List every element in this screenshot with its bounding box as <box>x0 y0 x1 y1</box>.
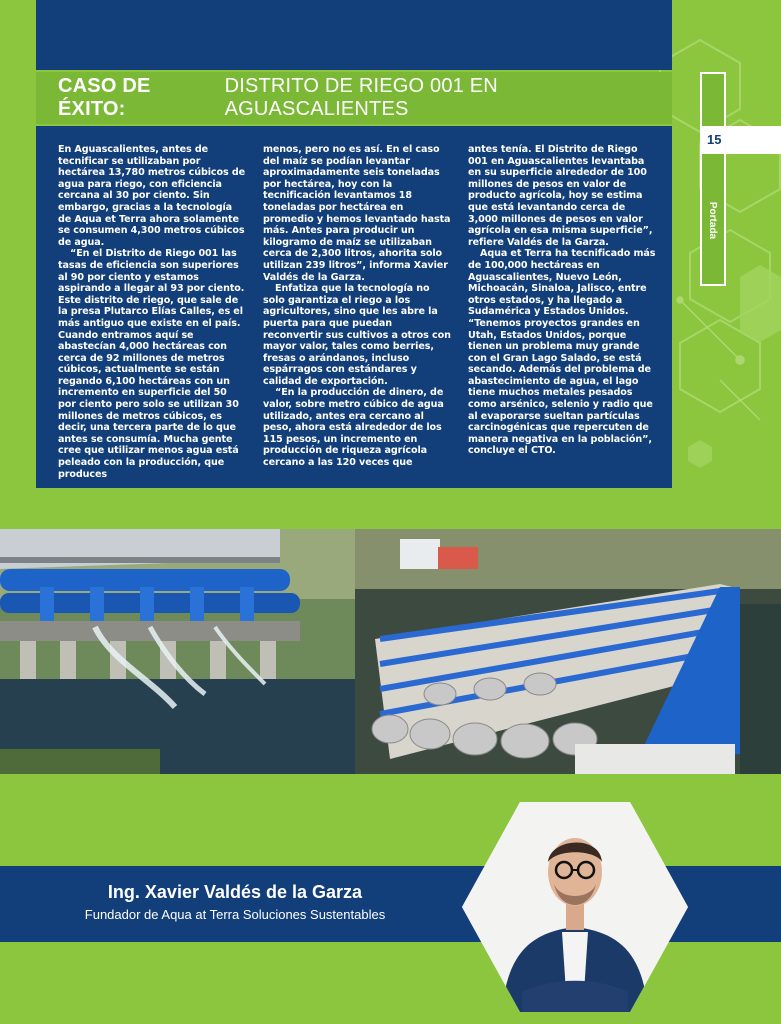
paragraph: “En la producción de dinero, de valor, sobre metro cúbico de agua utilizado, antes era cercano al peso, ahora está alrededor de los 115 pesos, un incremento en producción de riqueza agrícola cercano a las 120 veces que <box>263 387 444 469</box>
paragraph: En Aguascalientes, antes de tecnificar se utilizaban por hectárea 13,780 metros cúbicos de agua para riego, con eficiencia cercana al 30 por ciento. Sin embargo, gracias a la tecnología de Aqua et Terra ahora solamente se consumen 4,300 metros cúbicos de agua. <box>58 144 246 248</box>
person-name: Ing. Xavier Valdés de la Garza <box>107 882 363 902</box>
irrigation-photos <box>0 529 781 774</box>
section-label-text: Portada <box>707 201 719 239</box>
filter-station-photo <box>355 529 781 774</box>
section-label <box>694 200 732 240</box>
top-navy-panel <box>36 0 672 70</box>
paragraph: menos, pero no es así. En el caso del maíz se podían levantar aproximadamente seis toneladas por hectárea, hoy con la tecnificación levantamos 18 toneladas por hectárea en promedio y hemos levantado hasta más. Antes para producir un kilogramo de maíz se utilizaban cerca de 2,300 litros, ahorita solo utilizan 239 litros”, informa Xavier Valdés de la Garza. <box>263 144 451 283</box>
text-column-2 <box>263 144 451 469</box>
article-title-rest: DISTRITO DE RIEGO 001 EN AGUASCALIENTES <box>224 75 498 120</box>
article-title <box>36 72 672 124</box>
portrait-photo <box>462 802 688 1012</box>
paragraph: Enfatiza que la tecnología no solo garantiza el riego a los agricultores, sino que les abre la puerta para que puedan reconvertir sus cultivos a otros con mayor valor, tales como berries, fresas o arándanos, incluso espárragos con estándares y calidad de exportación. <box>263 283 451 387</box>
canal-outlet-photo <box>0 529 355 774</box>
person-role: Fundador de Aqua at Terra Soluciones Sustentables <box>84 907 386 922</box>
page-side-tab <box>700 72 726 286</box>
paragraph: Aqua et Terra ha tecnificado más de 100,000 hectáreas en Aguascalientes, Nuevo León, Michoacán, Sinaloa, Jalisco, entre otros estados, y ha llegado a Sudamérica y Estados Unidos. “Tenemos proyectos grandes en Utah, Estados Unidos, porque tienen un problema muy grande con el Gran Lago Salado, se está secando. Además del problema de abastecimiento de agua, el lago tiene muchos metales pesados como arsénico, selenio y radio que al evaporarse sueltan partículas carcinogénicas que repercuten de manera negativa en la población”, concluye el CTO. <box>468 248 656 457</box>
text-column-3 <box>468 144 656 457</box>
paragraph: “En el Distrito de Riego 001 las tasas de eficiencia son superiores al 90 por ciento y estamos aspirando a llegar al 93 por ciento. Este distrito de riego, que sale de la presa Plutarco Elías Calles, es el más antiguo que existe en el país. Cuando entramos aquí se abastecían 4,000 hectáreas con cerca de 92 millones de metros cúbicos, actualmente se están regando 6,100 hectáreas con un incremento en superficie del 50 por ciento pero solo se utilizan 30 millones de metros cúbicos, es decir, una tercera parte de lo que antes se consumía. Mucha gente cree que utilizar menos agua está peleado con la producción, que produces <box>58 248 245 480</box>
article-title-lead: CASO DE ÉXITO: <box>58 75 151 120</box>
page-number: 15 <box>700 126 781 154</box>
paragraph: antes tenía. El Distrito de Riego 001 en Aguascalientes levantaba en su superficie alrededor de 100 millones de pesos en valor de producto agrícola, hoy se estima que está levantando cerca de 3,000 millones de pesos en valor agrícola en esa misma superficie”, refiere Valdés de la Garza. <box>468 144 653 248</box>
text-column-1 <box>58 144 246 480</box>
article-body-panel <box>36 126 672 488</box>
